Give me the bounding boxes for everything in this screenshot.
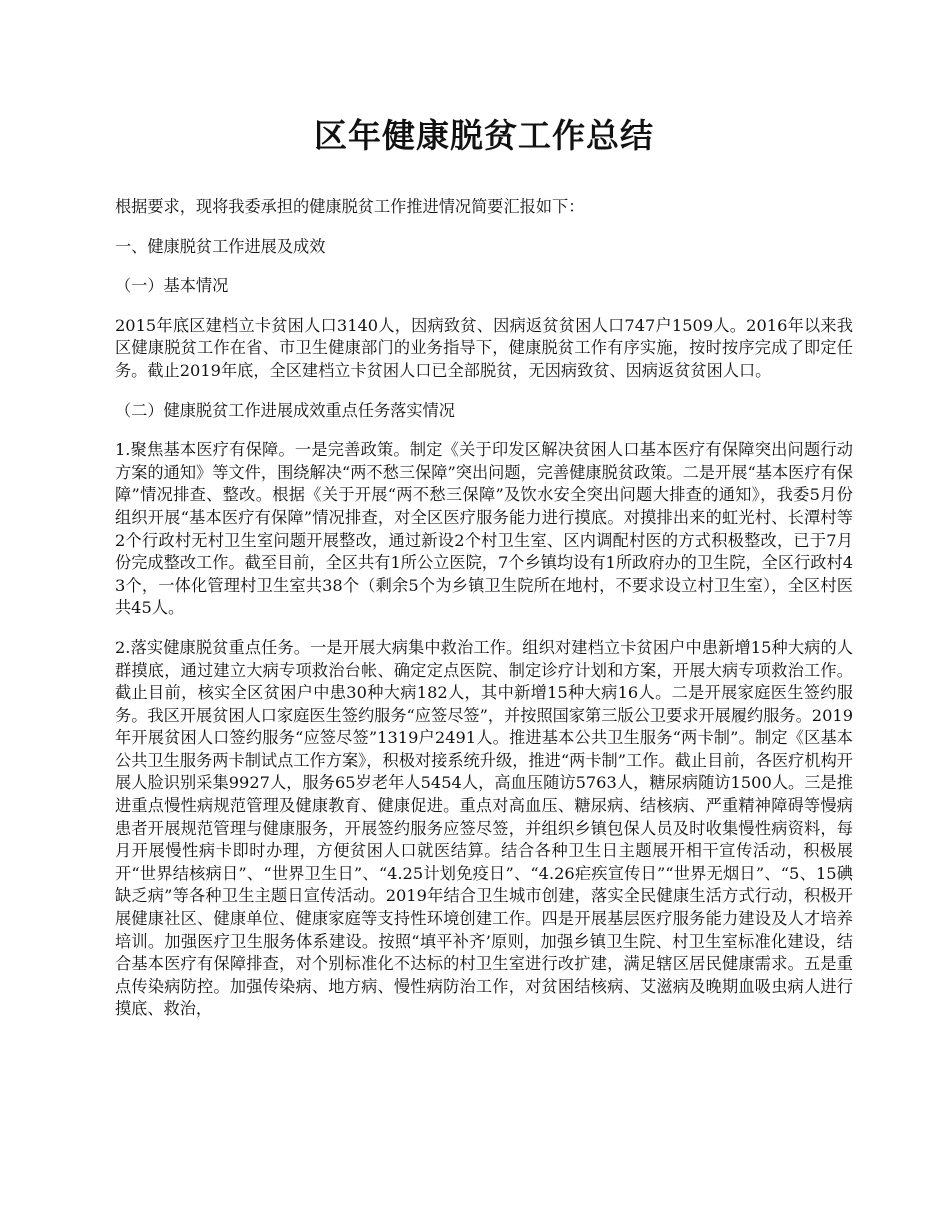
document-page (115, 110, 853, 1038)
basic-situation-paragraph: 2015年底区建档立卡贫困人口3140人，因病致贫、因病返贫贫困人口747户1509人。2016年以来我区健康脱贫工作在省、市卫生健康部门的业务指导下，健康脱贫工作有序实施，按时按序完成了即定任务。截止2019年底，全区建档立卡贫困人口已全部脱贫，无因病致贫、因病返贫贫困人口。 (115, 315, 853, 380)
item-2-paragraph: 2.落实健康脱贫重点任务。一是开展大病集中救治工作。组织对建档立卡贫困户中患新增15种大病的人群摸底，通过建立大病专项救治台帐、确定定点医院、制定诊疗计划和方案，开展大病专项救治工作。截止目前，核实全区贫困户中患30种大病182人，其中新增15种大病16人。二是开展家庭医生签约服务。我区开展贫困人口家庭医生签约服务“应签尽签”，并按照国家第三版公卫要求开展履约服务。2019年开展贫困人口签约服务“应签尽签”1319户2491人。推进基本公共卫生服务“两卡制”。制定《区基本公共卫生服务两卡制试点工作方案》，积极对接系统升级，推进“两卡制”工作。截止目前，各医疗机构开展人脸识别采集9927人，服务65岁老年人5454人，高血压随访5763人，糖尿病随访1500人。三是推进重点慢性病规范管理及健康教育、健康促进。重点对高血压、糖尿病、结核病、严重精神障碍等慢病患者开展规范管理与健康服务，开展签约服务应签尽签，并组织乡镇包保人员及时收集慢性病资料，每月开展慢性病卡即时办理，方便贫困人口就医结算。结合各种卫生日主题展开相干宣传活动，积极展开“世界结核病日”、“世界卫生日”、“4.25计划免疫日”、“4.26疟疾宣传日”“世界无烟日”、“5、15碘缺乏病”等各种卫生主题日宣传活动。2019年结合卫生城市创建，落实全民健康生活方式行动，积极开展健康社区、健康单位、健康家庭等支持性环境创建工作。四是开展基层医疗服务能力建设及人才培养培训。加强医疗卫生服务体系建设。按照“填平补齐’原则，加强乡镇卫生院、村卫生室标准化建设，结合基本医疗有保障排查，对个别标准化不达标的村卫生室进行改扩建，满足辖区居民健康需求。五是重点传染病防控。加强传染病、地方病、慢性病防治工作，对贫困结核病、艾滋病及晚期血吸虫病人进行摸底、救治， (115, 637, 853, 1019)
document-title: 区年健康脱贫工作总结 (314, 116, 654, 155)
intro-paragraph: 根据要求，现将我委承担的健康脱贫工作推进情况简要汇报如下： (115, 197, 585, 216)
subsection-heading-basic: （一）基本情况 (115, 276, 229, 296)
subsection-heading-progress: （二）健康脱贫工作进展成效重点任务落实情况 (115, 400, 455, 420)
section-heading-1: 一、健康脱贫工作进展及成效 (115, 236, 326, 256)
item-1-paragraph: 1.聚焦基本医疗有保障。一是完善政策。制定《关于印发区解决贫困人口基本医疗有保障突出问题行动方案的通知》等文件，围绕解决“两不愁三保障”突出问题，完善健康脱贫政策。二是开展“基本医疗有保障”情况排查、整改。根据《关于开展“两不愁三保障”及饮水安全突出问题大排查的通知》，我委5月份组织开展“基本医疗有保障”情况排查，对全区医疗服务能力进行摸底。对摸排出来的虹光村、长潭村等2个行政村无村卫生室问题开展整改，通过新设2个村卫生室、区内调配村医的方式积极整改，已于7月份完成整改工作。截至目前，全区共有1所公立医院，7个乡镇均设有1所政府办的卫生院，全区行政村43个，一体化管理村卫生室共38个（剩余5个为乡镇卫生院所在地村，不要求设立村卫生室），全区村医共45人。 (115, 440, 853, 618)
